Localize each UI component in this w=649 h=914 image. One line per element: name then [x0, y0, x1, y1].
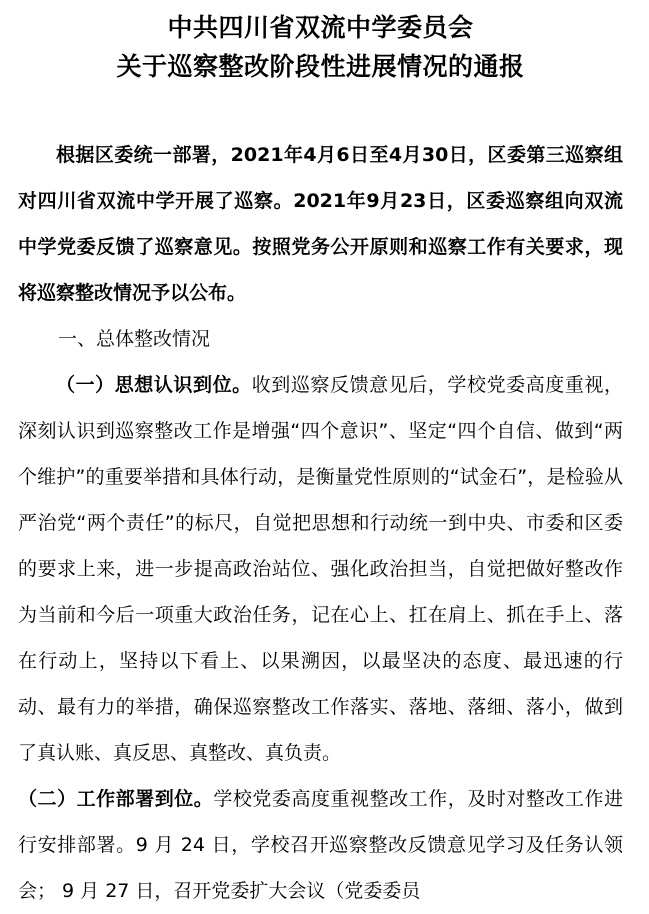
document-title-line1: 中共四川省双流中学委员会 — [167, 13, 474, 42]
paragraph-deployment-body: 学校党委高度重视整改工作，及时对整改工作进行安排部署。9 月 24 日，学校召开巡察整改反馈意见学习及任务认领会； 9 月 27 日，召开党委扩大会议（党委委员 — [18, 788, 623, 902]
section1-heading: 一、总体整改情况 — [58, 328, 211, 350]
paragraph-deployment — [18, 776, 623, 914]
intro-paragraph: 根据区委统一部署，2021年4月6日至4月30日，区委第三巡察组对四川省双流中学开展了巡察。2021年9月23日，区委巡察组向双流中学党委反馈了巡察意见。按照党务公开原则和巡察工作有关要求，现将巡察整改情况予以公布。 — [18, 144, 623, 304]
paragraph-deployment-lead: （二）工作部署到位。 — [18, 788, 214, 810]
document-title-line2: 关于巡察整改阶段性进展情况的通报 — [116, 52, 525, 81]
paragraph-thinking — [18, 362, 623, 776]
paragraph-thinking-body: 收到巡察反馈意见后，学校党委高度重视，深刻认识到巡察整改工作是增强“四个意识”、坚定“四个自信、做到“两个维护”的重要举措和具体行动，是衡量党性原则的“试金石”，是检验从严治党“两个责任”的标尺，自觉把思想和行动统一到中央、市委和区委的要求上来，进一步提高政治站位、强化政治担当，自觉把做好整改作为当前和今后一项重大政治任务，记在心上、扛在肩上、抓在手上、落在行动上，坚持以下看上、以果溯因，以最坚决的态度、最迅速的行动、最有力的举措，确保巡察整改工作落实、落地、落细、落小，做到了真认账、真反思、真整改、真负责。 — [18, 374, 623, 764]
paragraph-thinking-lead: （一）思想认识到位。 — [56, 374, 252, 396]
